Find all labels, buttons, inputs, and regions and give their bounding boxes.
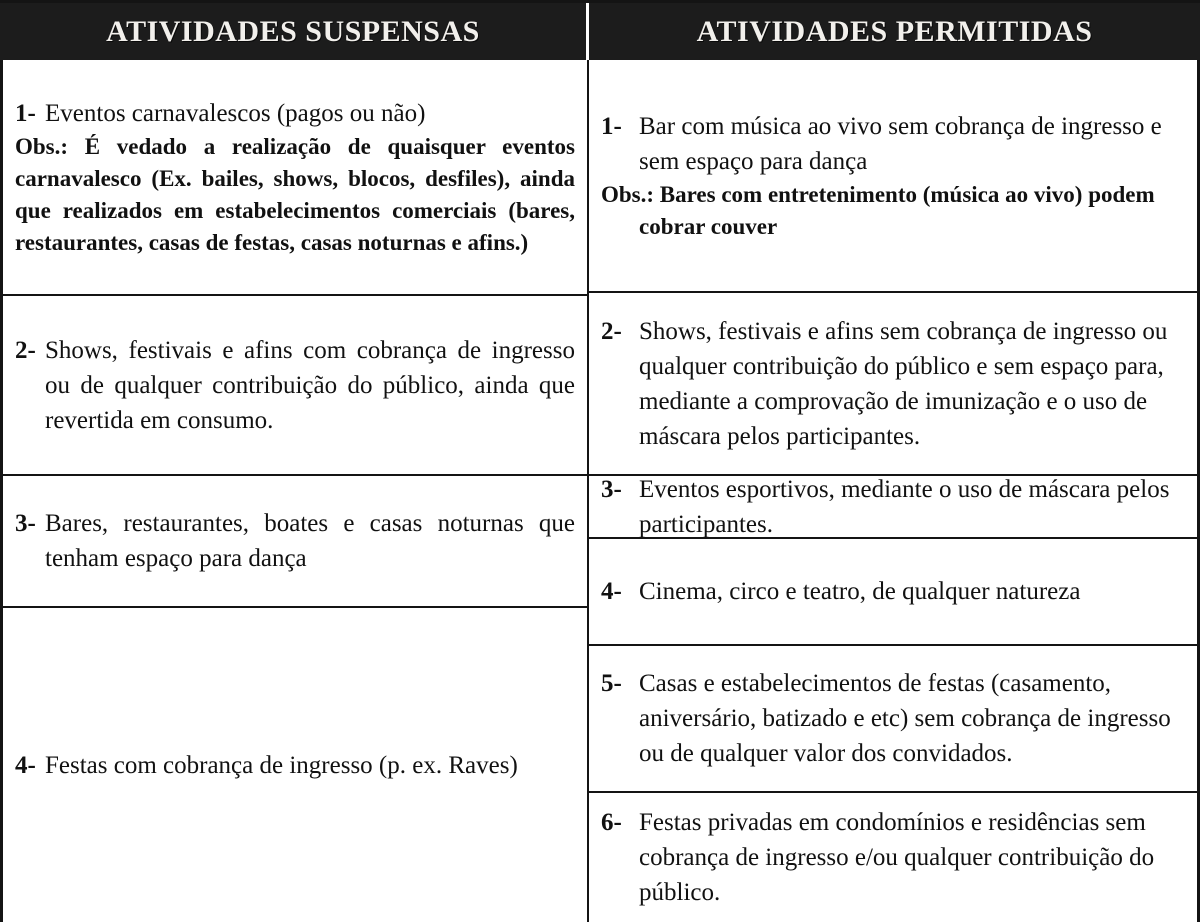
suspended-row-2 — [3, 296, 587, 476]
permitted-item-1-note: Obs.: Bares com entretenimento (música ao vivo) podem cobrar couver — [601, 181, 1155, 239]
suspended-item-4 — [15, 748, 575, 783]
permitted-item-1 — [601, 109, 1185, 179]
suspended-row-3 — [3, 476, 587, 608]
permitted-item-4-text: Cinema, circo e teatro, de qualquer natureza — [639, 578, 1081, 605]
table-body — [0, 60, 1200, 922]
permitted-row-5 — [589, 646, 1197, 793]
suspended-item-1 — [15, 96, 575, 131]
column-permitted — [589, 60, 1200, 922]
suspended-item-1-text: Eventos carnavalescos (pagos ou não) — [45, 99, 426, 127]
suspended-item-3 — [15, 506, 575, 576]
suspended-item-1-note: Obs.: É vedado a realização de quaisquer eventos carnavalesco (Ex. bailes, shows, blocos, desfiles), ainda que realizados em estabelecimentos comerciais (bares, restaurantes, casas de festas, casas noturnas e afins.) — [15, 133, 575, 255]
suspended-row-4 — [3, 608, 587, 922]
permitted-item-1-number: 1- — [601, 112, 622, 140]
column-suspended — [0, 60, 589, 922]
table-header-row — [0, 3, 1200, 60]
suspended-item-4-number: 4- — [15, 751, 36, 779]
table-header-permitted-label: ATIVIDADES PERMITIDAS — [696, 14, 1093, 48]
permitted-item-3-number: 3- — [601, 476, 622, 503]
suspended-row-1 — [3, 60, 587, 296]
permitted-item-5-text: Casas e estabelecimentos de festas (casamento, aniversário, batizado e etc) sem cobrança de ingresso ou de qualquer valor dos convidados. — [639, 670, 1171, 767]
suspended-item-4-text: Festas com cobrança de ingresso (p. ex. Raves) — [45, 751, 518, 779]
permitted-item-2-text: Shows, festivais e afins sem cobrança de ingresso ou qualquer contribuição do público e sem espaço para, mediante a comprovação de imunização e o uso de máscara pelos participantes. — [639, 317, 1168, 450]
permitted-item-3-text: Eventos esportivos, mediante o uso de máscara pelos participantes. — [639, 476, 1170, 538]
permitted-item-1-text: Bar com música ao vivo sem cobrança de ingresso e sem espaço para dança — [639, 112, 1162, 175]
table-header-permitted — [589, 3, 1200, 60]
permitted-row-6 — [589, 793, 1197, 922]
permitted-item-5 — [601, 666, 1185, 771]
permitted-item-4-number: 4- — [601, 578, 622, 605]
table-header-suspended-label: ATIVIDADES SUSPENSAS — [106, 14, 480, 48]
permitted-item-2 — [601, 314, 1185, 454]
permitted-item-4 — [601, 574, 1185, 609]
permitted-item-6-number: 6- — [601, 809, 622, 836]
permitted-item-6-text: Festas privadas em condomínios e residências sem cobrança de ingresso e/ou qualquer contribuição do público. — [639, 809, 1155, 906]
suspended-item-3-number: 3- — [15, 510, 36, 537]
permitted-row-4 — [589, 539, 1197, 646]
table-header-suspended — [0, 3, 589, 60]
permitted-row-1 — [589, 60, 1197, 293]
suspended-item-2-text: Shows, festivais e afins com cobrança de ingresso ou de qualquer contribuição do público, ainda que revertida em consumo. — [45, 336, 575, 434]
permitted-item-2-number: 2- — [601, 317, 622, 345]
suspended-item-2-number: 2- — [15, 336, 36, 364]
suspended-item-3-text: Bares, restaurantes, boates e casas noturnas que tenham espaço para dança — [45, 510, 575, 572]
permitted-row-3 — [589, 476, 1197, 539]
permitted-item-6 — [601, 805, 1185, 910]
permitted-item-3 — [601, 476, 1185, 539]
permitted-item-5-number: 5- — [601, 670, 622, 697]
permitted-row-2 — [589, 293, 1197, 476]
suspended-item-1-number: 1- — [15, 99, 36, 127]
suspended-item-2 — [15, 333, 575, 438]
